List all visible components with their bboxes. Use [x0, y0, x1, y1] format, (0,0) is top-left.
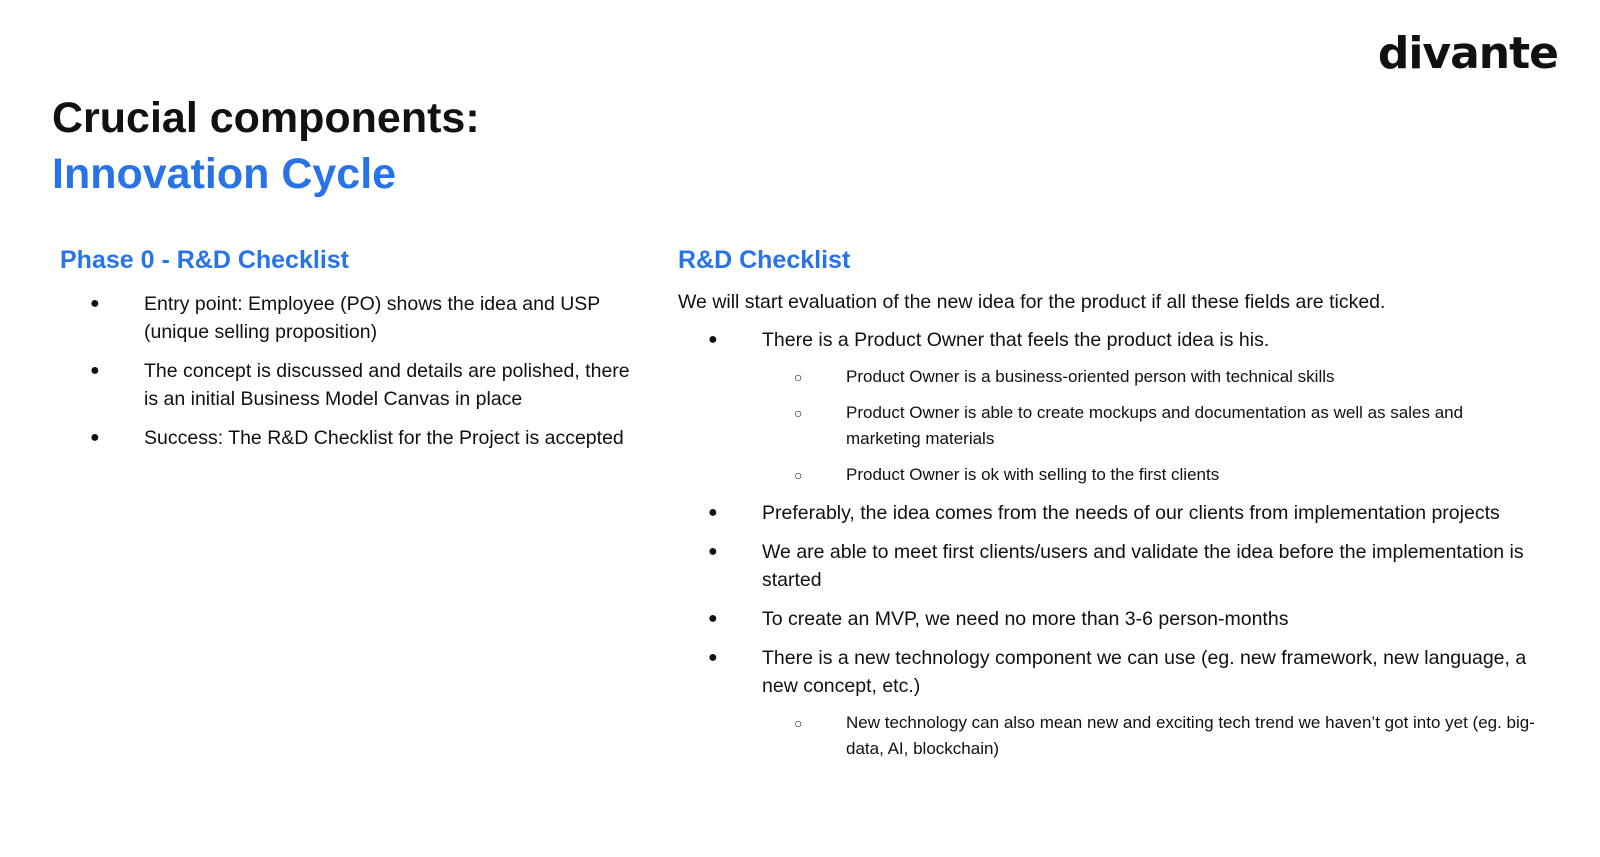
bullet-icon: ● — [90, 362, 100, 379]
bullet-icon: ● — [708, 649, 718, 666]
list-item — [678, 326, 1538, 488]
right-section-heading: R&D Checklist — [678, 246, 851, 274]
list-item-text: There is a Product Owner that feels the product idea is his. — [762, 329, 1270, 351]
sub-list-item-text: Product Owner is a business-oriented person with technical skills — [846, 367, 1335, 386]
list-item-text: There is a new technology component we can use (eg. new framework, new language, a new concept, etc.) — [762, 647, 1527, 697]
bullet-icon: ● — [708, 504, 718, 521]
list-item — [678, 499, 1538, 527]
list-item — [60, 424, 640, 452]
hollow-bullet-icon: ○ — [794, 715, 803, 731]
sub-list-item-text: Product Owner is able to create mockups and documentation as well as sales and marketing materials — [846, 403, 1464, 448]
hollow-bullet-icon: ○ — [794, 405, 803, 421]
list-item — [60, 290, 640, 346]
list-item-text: We are able to meet first clients/users and validate the idea before the implementation is started — [762, 541, 1524, 591]
sub-list-item — [762, 400, 1538, 452]
page-title-line-1: Crucial components: — [52, 94, 480, 142]
bullet-icon: ● — [708, 331, 718, 348]
right-bullet-list — [678, 326, 1538, 762]
list-item — [678, 538, 1538, 594]
sub-bullet-list — [762, 364, 1538, 488]
page-title — [52, 90, 480, 202]
hollow-bullet-icon: ○ — [794, 467, 803, 483]
list-item-text: Success: The R&D Checklist for the Project is accepted — [144, 427, 624, 449]
list-item-text: To create an MVP, we need no more than 3-6 person-months — [762, 608, 1289, 630]
right-column — [678, 244, 1538, 773]
sub-list-item — [762, 710, 1538, 762]
bullet-icon: ● — [90, 295, 100, 312]
list-item — [60, 357, 640, 413]
left-section-heading: Phase 0 - R&D Checklist — [60, 246, 349, 274]
left-column — [60, 244, 640, 463]
page-title-line-2: Innovation Cycle — [52, 150, 397, 198]
list-item — [678, 644, 1538, 762]
left-bullet-list — [60, 290, 640, 452]
hollow-bullet-icon: ○ — [794, 369, 803, 385]
list-item-text: Entry point: Employee (PO) shows the idea and USP (unique selling proposition) — [144, 293, 600, 343]
sub-list-item-text: New technology can also mean new and exciting tech trend we haven’t got into yet (eg. big-data, AI, blockchain) — [846, 713, 1535, 758]
bullet-icon: ● — [708, 543, 718, 560]
bullet-icon: ● — [708, 610, 718, 627]
list-item-text: Preferably, the idea comes from the needs of our clients from implementation projects — [762, 502, 1500, 524]
list-item-text: The concept is discussed and details are polished, there is an initial Business Model Canvas in place — [144, 360, 630, 410]
right-intro-text: We will start evaluation of the new idea for the product if all these fields are ticked. — [678, 291, 1386, 313]
sub-bullet-list — [762, 710, 1538, 762]
sub-list-item-text: Product Owner is ok with selling to the first clients — [846, 465, 1220, 484]
sub-list-item — [762, 462, 1538, 488]
sub-list-item — [762, 364, 1538, 390]
list-item — [678, 605, 1538, 633]
bullet-icon: ● — [90, 429, 100, 446]
brand-logo: divante — [1377, 28, 1558, 79]
